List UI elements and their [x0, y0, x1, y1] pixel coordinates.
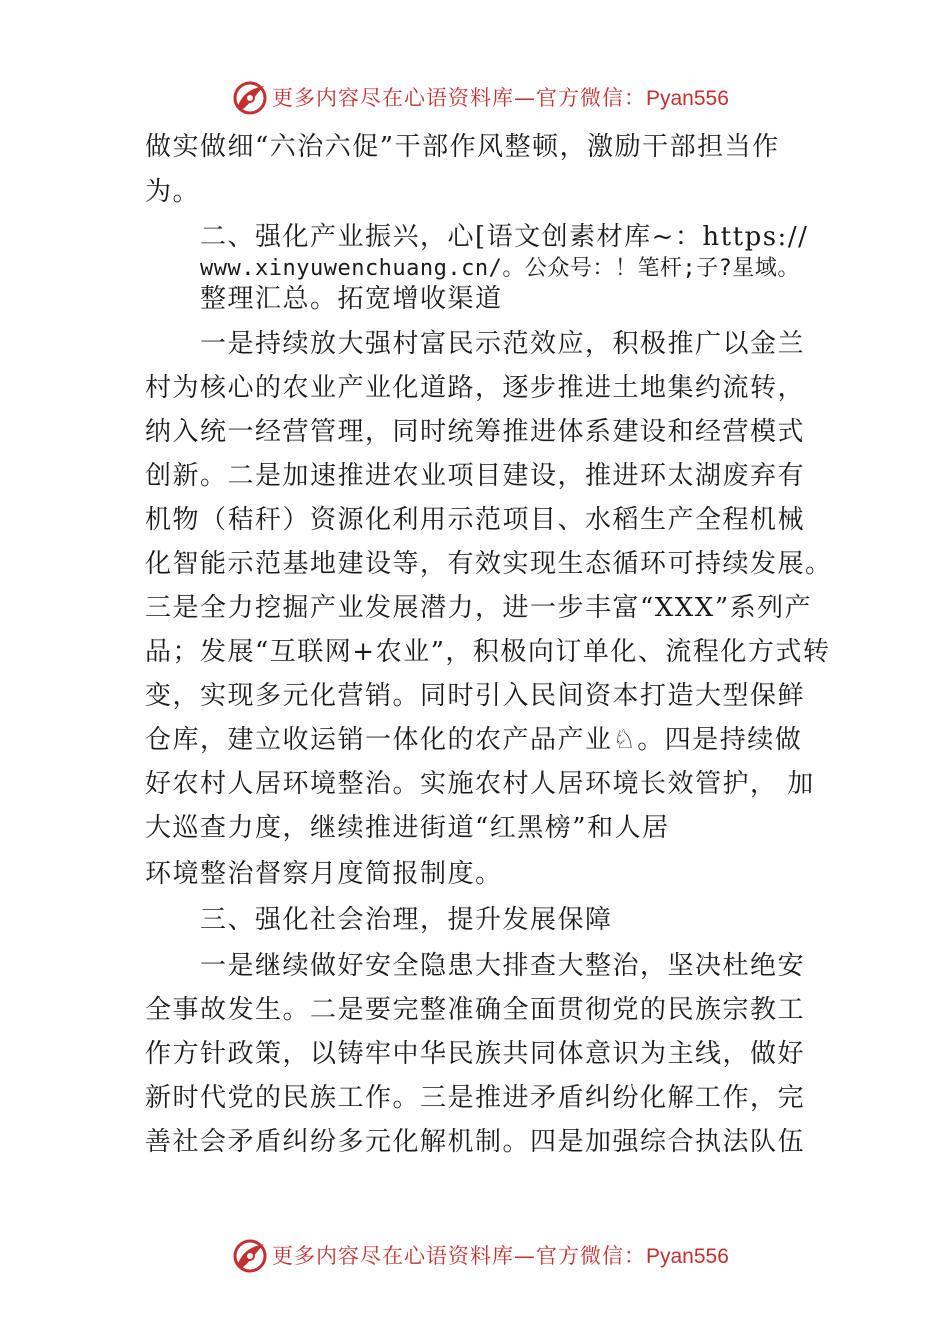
text-line: 机物（秸秆）资源化利用示范项目、水稻生产全程机械 — [145, 505, 806, 535]
text-line: 为。 — [145, 177, 201, 207]
text-line: www.xinyuwenchuang.cn/。公众号：！笔杆;子?星域。 — [200, 256, 800, 281]
section-heading: 二、强化产业振兴，心[语文创素材库~：https:// — [200, 222, 809, 252]
text-line: 一是继续做好安全隐患大排查大整治，坚决杜绝安 — [200, 951, 806, 981]
text-line: 大巡查力度，继续推进街道“红黑榜”和人居 — [145, 813, 670, 843]
text-line: 变，实现多元化营销。同时引入民间资本打造大型保鲜 — [145, 681, 806, 711]
banner-text: 更多内容尽在心语资料库—官方微信： — [272, 86, 646, 110]
section-heading: 三、强化社会治理，提升发展保障 — [200, 905, 613, 935]
text-line: 做实做细“六治六促”干部作风整顿，激励干部担当作 — [145, 132, 780, 162]
text-line: 新时代党的民族工作。三是推进矛盾纠纷化解工作，完 — [145, 1083, 806, 1113]
text-line: 全事故发生。二是要完整准确全面贯彻党的民族宗教工 — [145, 995, 806, 1025]
text-line: 纳入统一经营管理，同时统筹推进体系建设和经营模式 — [145, 417, 806, 447]
header-banner — [0, 72, 950, 122]
text-line: 一是持续放大强村富民示范效应，积极推广以金兰 — [200, 329, 806, 359]
wechat-id: Pyan556 — [646, 87, 729, 110]
text-line: 品；发展“互联网+农业”，积极向订单化、流程化方式转 — [145, 637, 831, 667]
text-line: 创新。二是加速推进农业项目建设，推进环太湖废弃有 — [145, 461, 806, 491]
section-heading: 整理汇总。拓宽增收渠道 — [200, 284, 503, 314]
logo-icon — [230, 78, 270, 118]
text-line: 化智能示范基地建设等，有效实现生态循环可持续发展。 — [145, 549, 833, 579]
text-line: 三是全力挖掘产业发展潜力，进一步丰富“XXX”系列产 — [145, 593, 813, 623]
text-line: 好农村人居环境整治。实施农村人居环境长效管护， 加 — [145, 769, 815, 799]
text-line: 村为核心的农业产业化道路，逐步推进土地集约流转， — [145, 373, 806, 403]
logo-icon — [230, 1236, 270, 1276]
wechat-id: Pyan556 — [646, 1245, 729, 1268]
footer-banner — [0, 1230, 950, 1280]
text-line: 环境整治督察月度简报制度。 — [145, 859, 503, 889]
text-line: 仓库，建立收运销一体化的农产品产业♘。四是持续做 — [145, 725, 803, 755]
banner-text: 更多内容尽在心语资料库—官方微信： — [272, 1244, 646, 1268]
text-line: 作方针政策，以铸牢中华民族共同体意识为主线，做好 — [145, 1039, 806, 1069]
text-line: 善社会矛盾纠纷多元化解机制。四是加强综合执法队伍 — [145, 1127, 806, 1157]
